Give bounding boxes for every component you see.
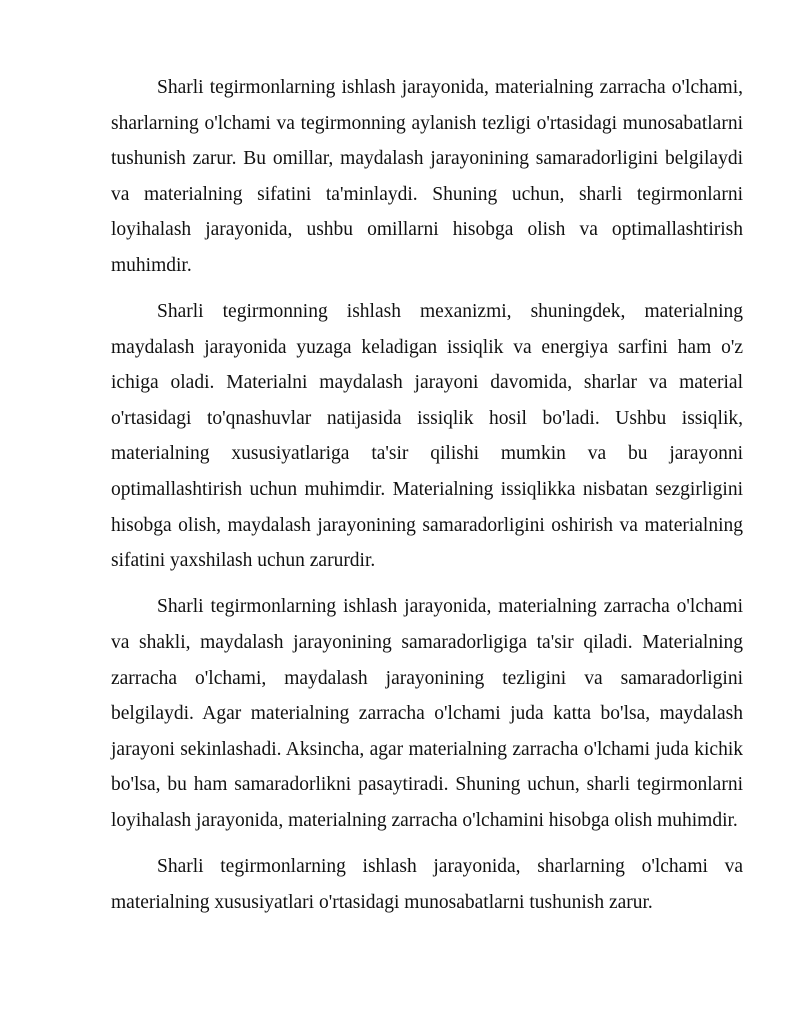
paragraph-4: Sharli tegirmonlarning ishlash jarayonida, sharlarning o'lchami va materialning xususiyatlari o'rtasidagi munosabatlarni tushunish zarur. [111,855,743,913]
paragraph-3: Sharli tegirmonlarning ishlash jarayonida, materialning zarracha o'lchami va shakli, maydalash jarayonining samaradorligiga ta'sir qiladi. Materialning zarracha o'lchami, maydalash jarayonining tezligini va samaradorligini belgilaydi. Agar materialning zarracha o'lchami juda katta bo'lsa, maydalash jarayoni sekinlashadi. Aksincha, agar materialning zarracha o'lchami juda kichik bo'lsa, bu ham samaradorlikni pasaytiradi. Shuning uchun, sharli tegirmonlarni loyihalash jarayonida, materialning zarracha o'lchamini hisobga olish muhimdir. [111,596,743,831]
paragraph-1: Sharli tegirmonlarning ishlash jarayonida, materialning zarracha o'lchami, sharlarning o'lchami va tegirmonning aylanish tezligi o'rtasidagi munosabatlarni tushunish zarur. Bu omillar, maydalash jarayonining samaradorligini belgilaydi va materialning sifatini ta'minlaydi. Shuning uchun, sharli tegirmonlarni loyihalash jarayonida, ushbu omillarni hisobga olish va optimallashtirish muhimdir. [111,77,743,276]
paragraph-2: Sharli tegirmonning ishlash mexanizmi, shuningdek, materialning maydalash jarayonida yuzaga keladigan issiqlik va energiya sarfini ham o'z ichiga oladi. Materialni maydalash jarayoni davomida, sharlar va material o'rtasidagi to'qnashuvlar natijasida issiqlik hosil bo'ladi. Ushbu issiqlik, materialning xususiyatlariga ta'sir qilishi mumkin va bu jarayonni optimallashtirish uchun muhimdir. Materialning issiqlikka nisbatan sezgirligini hisobga olish, maydalash jarayonining samaradorligini oshirish va materialning sifatini yaxshilash uchun zarurdir. [111,301,743,572]
document-page [111,70,743,931]
